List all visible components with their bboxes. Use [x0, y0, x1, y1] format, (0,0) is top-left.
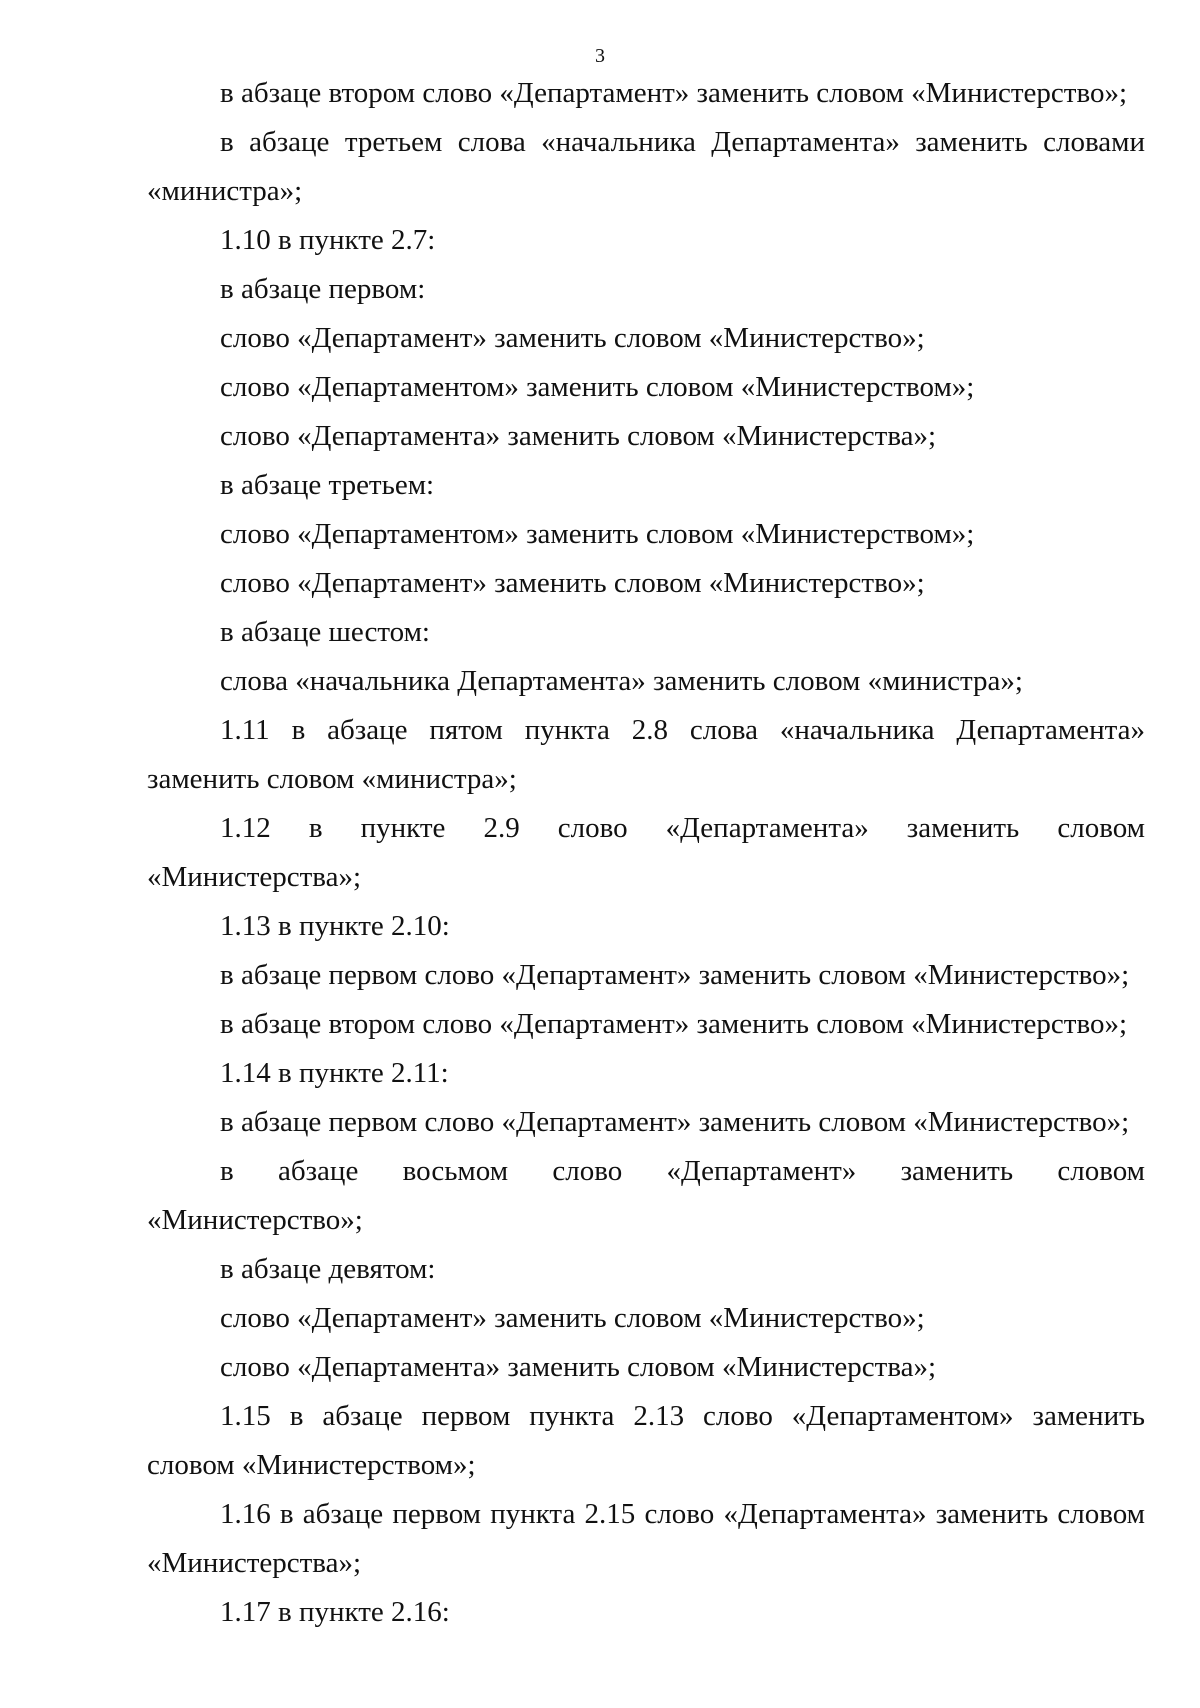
paragraph: в абзаце девятом:	[220, 1253, 436, 1285]
paragraph: в абзаце восьмом слово «Департамент» заменить словом «Министерство»;	[147, 1155, 1145, 1236]
paragraph: в абзаце третьем слова «начальника Департамента» заменить словами «министра»;	[147, 126, 1145, 207]
paragraph: слова «начальника Департамента» заменить словом «министра»;	[220, 665, 1023, 697]
paragraph: слово «Департамент» заменить словом «Министерство»;	[220, 567, 925, 599]
paragraph: 1.12 в пункте 2.9 слово «Департамента» заменить словом «Министерства»;	[147, 812, 1145, 893]
paragraph: в абзаце третьем:	[220, 469, 435, 501]
paragraph: слово «Департамента» заменить словом «Министерства»;	[220, 1351, 937, 1383]
paragraph: 1.16 в абзаце первом пункта 2.15 слово «Департамента» заменить словом «Министерства»;	[147, 1498, 1145, 1579]
paragraph: в абзаце первом:	[220, 273, 426, 305]
paragraph: 1.17 в пункте 2.16:	[220, 1596, 450, 1628]
paragraph: в абзаце первом слово «Департамент» заменить словом «Министерство»;	[220, 959, 1130, 991]
document-body	[147, 69, 1145, 1637]
paragraph: слово «Департамент» заменить словом «Министерство»;	[220, 322, 925, 354]
paragraph: слово «Департамента» заменить словом «Министерства»;	[220, 420, 937, 452]
paragraph: 1.10 в пункте 2.7:	[220, 224, 436, 256]
paragraph: 1.13 в пункте 2.10:	[220, 910, 450, 942]
paragraph: в абзаце первом слово «Департамент» заменить словом «Министерство»;	[220, 1106, 1130, 1138]
paragraph: в абзаце шестом:	[220, 616, 430, 648]
paragraph: слово «Департамент» заменить словом «Министерство»;	[220, 1302, 925, 1334]
paragraph: 1.15 в абзаце первом пункта 2.13 слово «Департаментом» заменить словом «Министерством»;	[147, 1400, 1145, 1481]
paragraph: в абзаце втором слово «Департамент» заменить словом «Министерство»;	[220, 77, 1128, 109]
paragraph: слово «Департаментом» заменить словом «Министерством»;	[220, 518, 975, 550]
paragraph: в абзаце втором слово «Департамент» заменить словом «Министерство»;	[220, 1008, 1128, 1040]
page-number: 3	[595, 45, 605, 67]
paragraph: слово «Департаментом» заменить словом «Министерством»;	[220, 371, 975, 403]
paragraph: 1.11 в абзаце пятом пункта 2.8 слова «начальника Департамента» заменить словом «министра»;	[147, 714, 1145, 795]
paragraph: 1.14 в пункте 2.11:	[220, 1057, 449, 1089]
